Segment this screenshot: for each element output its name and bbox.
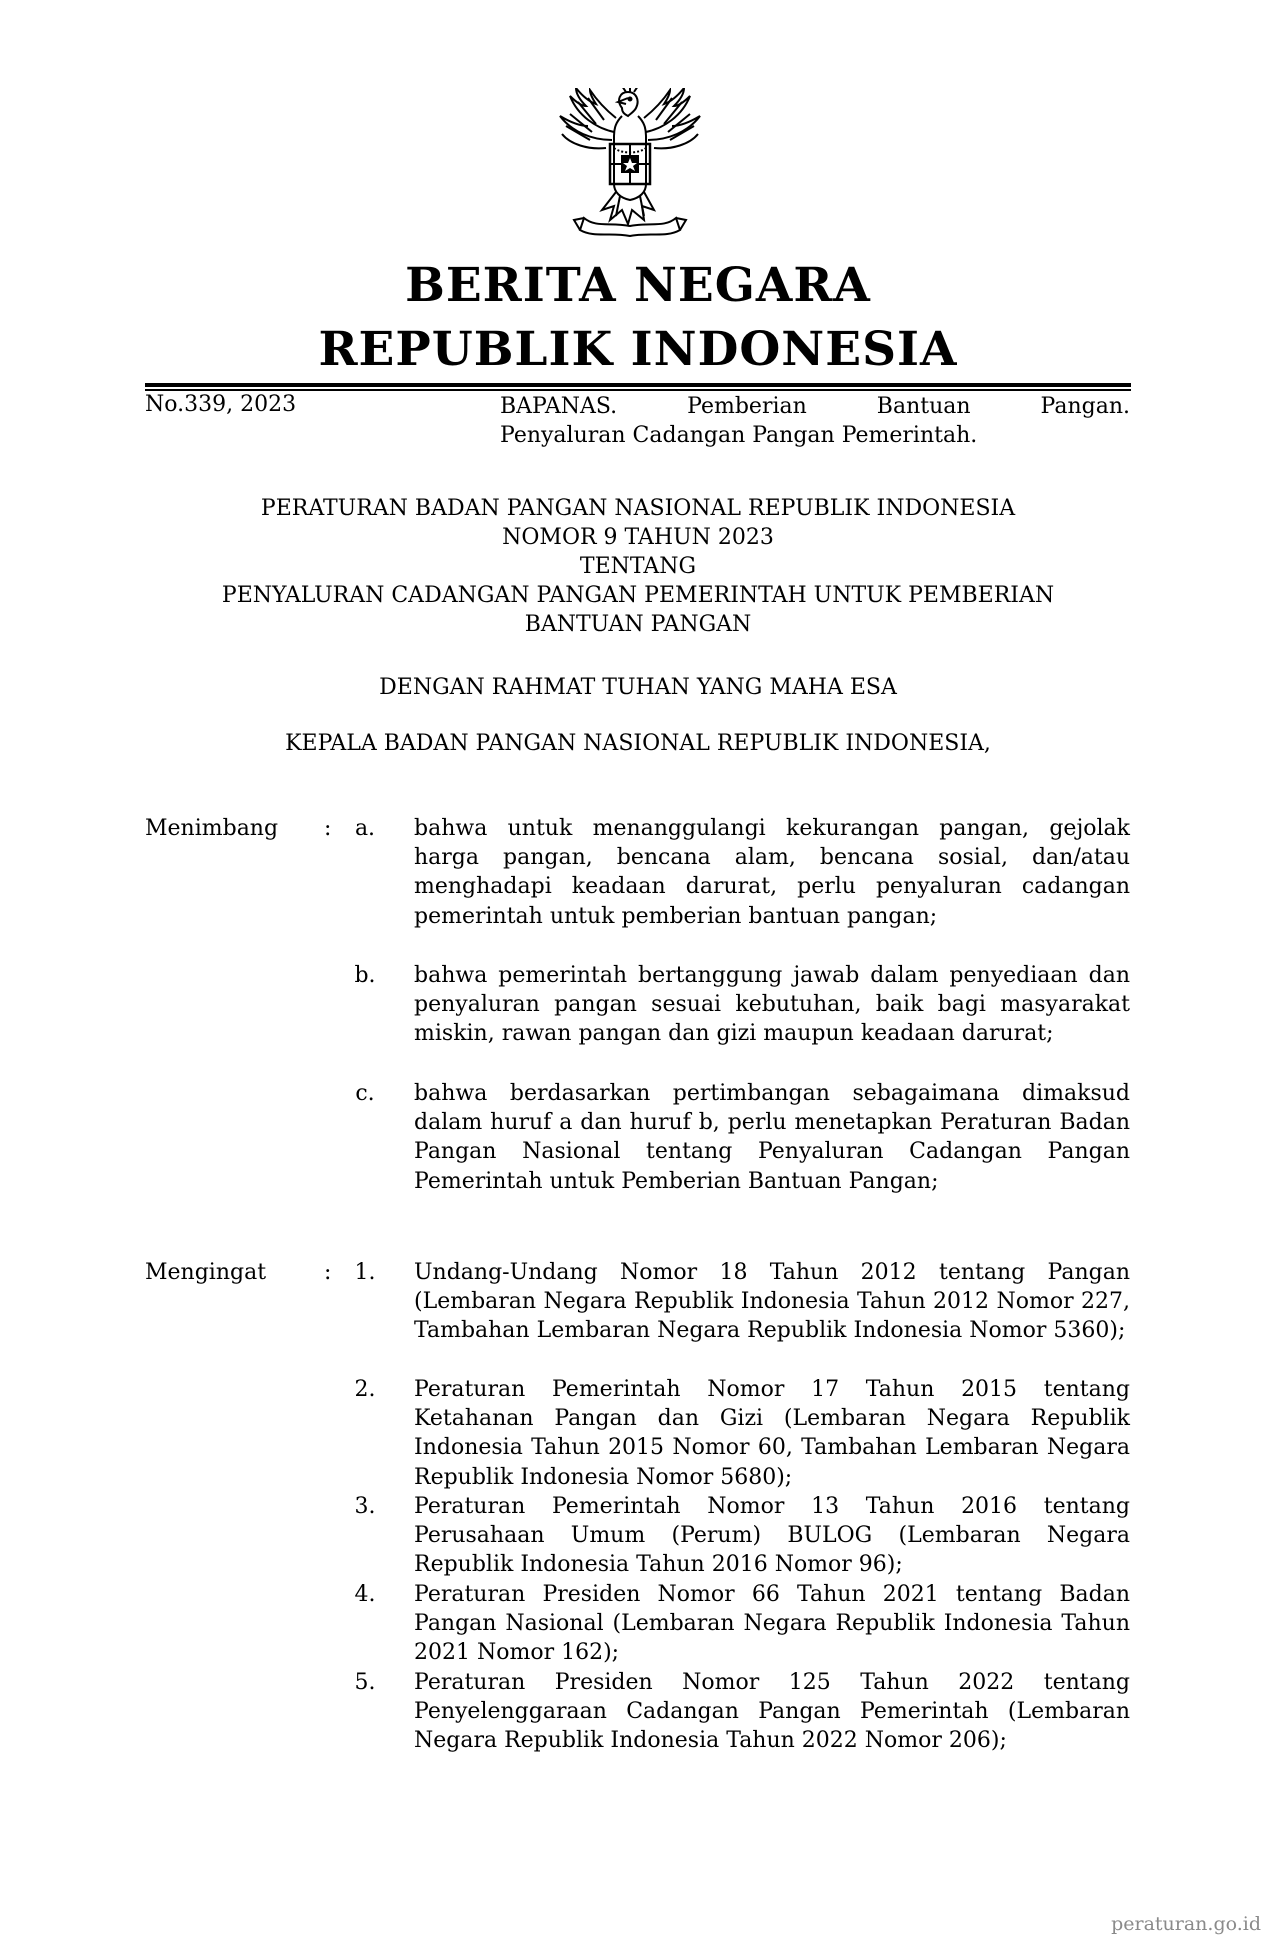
garuda-emblem-icon — [556, 88, 704, 246]
menimbang-item: bahwa pemerintah bertanggung jawab dalam penyediaan dan penyaluran pangan sesuai kebutuhan, baik bagi masyarakat miskin, rawan pangan dan gizi maupun keadaan darurat; — [414, 963, 1130, 1047]
menimbang-marker: a. — [354, 816, 376, 841]
masthead-line-1: BERITA NEGARA — [405, 258, 871, 313]
invocation: DENGAN RAHMAT TUHAN YANG MAHA ESA — [379, 675, 897, 700]
mengingat-marker: 4. — [354, 1582, 376, 1607]
gazette-topic — [500, 392, 1130, 450]
gazette-topic-line-2: Penyaluran Cadangan Pangan Pemerintah. — [500, 423, 978, 448]
mengingat-marker: 1. — [354, 1260, 376, 1285]
menimbang-item: bahwa berdasarkan pertimbangan sebagaimana dimaksud dalam huruf a dan huruf b, perlu menetapkan Peraturan Badan Pangan Nasional tentang Penyaluran Cadangan Pangan Pemerintah untuk Pemberian Bantuan Pangan; — [414, 1081, 1130, 1194]
regulation-title — [145, 494, 1131, 639]
mengingat-marker: 5. — [354, 1670, 376, 1695]
title-line: PENYALURAN CADANGAN PANGAN PEMERINTAH UNTUK PEMBERIAN — [221, 583, 1055, 608]
menimbang-colon: : — [324, 816, 332, 841]
mengingat-label: Mengingat — [145, 1260, 267, 1285]
title-line: TENTANG — [579, 554, 697, 579]
footer-watermark-link[interactable]: peraturan.go.id — [1111, 1913, 1261, 1935]
mengingat-marker: 2. — [354, 1377, 376, 1402]
menimbang-label: Menimbang — [145, 816, 279, 841]
authority: KEPALA BADAN PANGAN NASIONAL REPUBLIK INDONESIA, — [285, 731, 991, 756]
mengingat-item: Undang-Undang Nomor 18 Tahun 2012 tentang Pangan (Lembaran Negara Republik Indonesia Tahun 2012 Nomor 227, Tambahan Lembaran Negara Republik Indonesia Nomor 5360); — [414, 1260, 1130, 1344]
mengingat-item: Peraturan Pemerintah Nomor 17 Tahun 2015 tentang Ketahanan Pangan dan Gizi (Lembaran Negara Republik Indonesia Tahun 2015 Nomor 60, Tambahan Lembaran Negara Republik Indonesia Nomor 5680); — [414, 1377, 1130, 1490]
mengingat-colon: : — [324, 1260, 332, 1285]
title-line: BANTUAN PANGAN — [524, 612, 752, 637]
masthead-rule-thin — [145, 389, 1131, 391]
masthead-line-2: REPUBLIK INDONESIA — [318, 322, 958, 377]
menimbang-item: bahwa untuk menanggulangi kekurangan pangan, gejolak harga pangan, bencana alam, bencana sosial, dan/atau menghadapi keadaan darurat, perlu penyaluran cadangan pemerintah untuk pemberian bantuan pangan; — [414, 816, 1130, 929]
mengingat-marker: 3. — [354, 1494, 376, 1519]
title-line: PERATURAN BADAN PANGAN NASIONAL REPUBLIK INDONESIA — [260, 496, 1016, 521]
gazette-number: No.339, 2023 — [145, 392, 297, 417]
title-line: NOMOR 9 TAHUN 2023 — [502, 525, 774, 550]
mengingat-item: Peraturan Presiden Nomor 66 Tahun 2021 tentang Badan Pangan Nasional (Lembaran Negara Republik Indonesia Tahun 2021 Nomor 162); — [414, 1582, 1130, 1666]
menimbang-marker: b. — [354, 963, 376, 988]
masthead-rule-thick — [145, 383, 1131, 387]
gazette-topic-line-1: BAPANAS. Pemberian Bantuan Pangan. — [500, 394, 1130, 419]
menimbang-marker: c. — [355, 1081, 375, 1106]
mengingat-item: Peraturan Presiden Nomor 125 Tahun 2022 tentang Penyelenggaraan Cadangan Pangan Pemerintah (Lembaran Negara Republik Indonesia Tahun 2022 Nomor 206); — [414, 1670, 1130, 1754]
mengingat-item: Peraturan Pemerintah Nomor 13 Tahun 2016 tentang Perusahaan Umum (Perum) BULOG (Lembaran Negara Republik Indonesia Tahun 2016 Nomor 96); — [414, 1494, 1130, 1578]
